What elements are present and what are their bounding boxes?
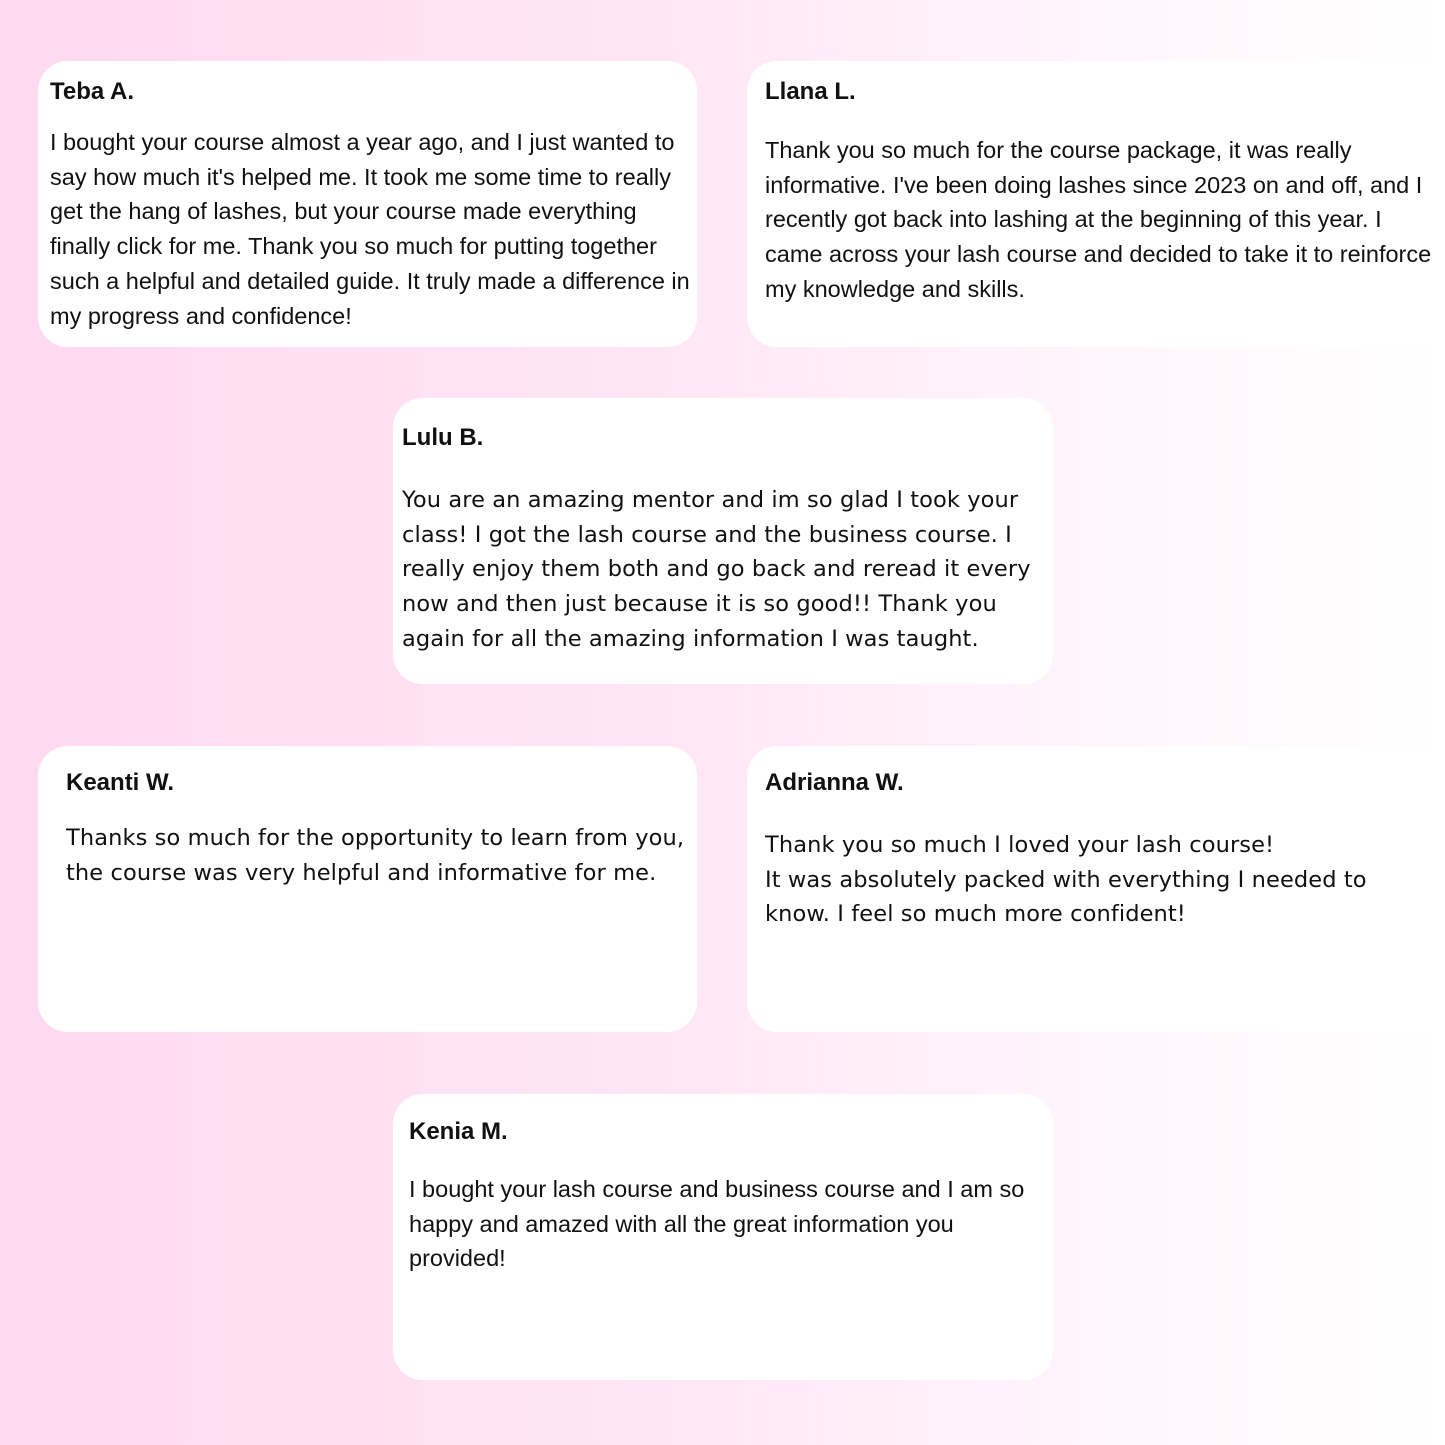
testimonial-text: Thank you so much I loved your lash course! It was absolutely packed with everything I needed to know. I feel so much more confident! <box>765 832 1367 928</box>
testimonial-card-keanti <box>38 746 697 1032</box>
testimonial-card-adrianna <box>747 746 1445 1032</box>
reviewer-name: Teba A. <box>50 78 135 105</box>
testimonial-text: I bought your lash course and business course and I am so happy and amazed with all the great information you provided! <box>409 1176 1025 1272</box>
reviewer-name: Kenia M. <box>409 1118 508 1145</box>
testimonial-text: Thanks so much for the opportunity to learn from you, the course was very helpful and informative for me. <box>66 825 685 886</box>
testimonial-card-teba <box>38 61 697 347</box>
testimonial-text: You are an amazing mentor and im so glad I took your class! I got the lash course and the business course. I really enjoy them both and go back and reread it every now and then just because it is so good!! Thank you again for all the amazing information I was taught. <box>402 487 1031 652</box>
testimonial-text: I bought your course almost a year ago, and I just wanted to say how much it's helped me. It took me some time to really get the hang of lashes, but your course made everything finally click for me. Thank you so much for putting together such a helpful and detailed guide. It truly made a difference in my progress and confidence! <box>50 129 690 329</box>
reviewer-name: Llana L. <box>765 78 856 105</box>
testimonial-card-kenia <box>393 1094 1053 1380</box>
testimonial-card-llana <box>747 61 1445 347</box>
reviewer-name: Keanti W. <box>66 769 175 796</box>
testimonial-card-lulu <box>393 398 1053 684</box>
reviewer-name: Adrianna W. <box>765 769 904 796</box>
testimonial-text: Thank you so much for the course package, it was really informative. I've been doing lashes since 2023 on and off, and I recently got back into lashing at the beginning of this year. I came across your lash course and decided to take it to reinforce my knowledge and skills. <box>765 137 1432 302</box>
reviewer-name: Lulu B. <box>402 424 484 451</box>
